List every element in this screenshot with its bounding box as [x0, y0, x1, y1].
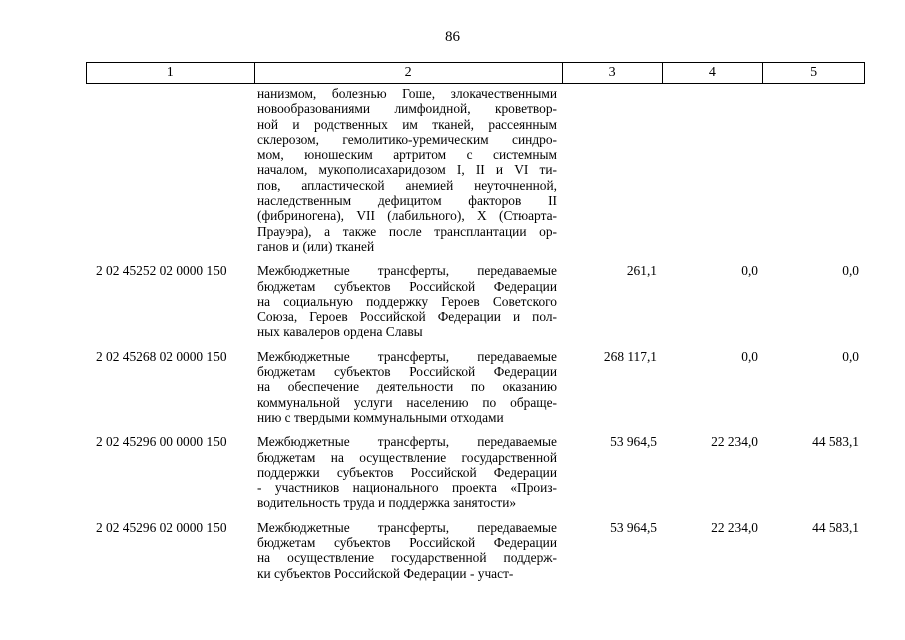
description-line: на осуществление государственной поддерж- — [257, 550, 557, 566]
description-line: - участников национального проекта «Произ- — [257, 480, 557, 496]
description-line: на социальную поддержку Героев Советского — [257, 293, 557, 309]
table-row — [86, 263, 865, 339]
amount-column-4: 22 234,0 — [711, 519, 758, 535]
description-line: нанизмом, болезнью Гоше, злокачественными — [257, 86, 557, 101]
table-body — [86, 86, 865, 581]
table-row — [86, 434, 865, 510]
description-line: ки субъектов Российской Федерации - участ- — [257, 565, 514, 581]
description-line: началом, мукополисахаридозом I, II и VI ти- — [257, 162, 557, 178]
description-line: нию с твердыми коммунальными отходами — [257, 409, 504, 425]
description-line: коммунальной услуги населению по обраще- — [257, 394, 557, 410]
amount-column-3: 261,1 — [626, 263, 657, 279]
table-row — [86, 86, 865, 254]
description-line: Межбюджетные трансферты, передаваемые — [257, 263, 557, 279]
table-row — [86, 349, 865, 425]
description-line: склерозом, гемолитико-уремическим синдро- — [257, 131, 557, 147]
description — [254, 263, 563, 339]
amount-column-3: 268 117,1 — [603, 348, 657, 364]
amount-column-3: 53 964,5 — [610, 434, 657, 450]
amount-column-4: 0,0 — [741, 348, 758, 364]
description-line: Межбюджетные трансферты, передаваемые — [257, 434, 557, 450]
description-line: пов, апластической анемией неуточненной, — [257, 177, 557, 193]
description-line: новообразованиями лимфоидной, кроветвор- — [257, 101, 557, 117]
budget-code: 2 02 45252 02 0000 150 — [96, 263, 227, 279]
table-header — [86, 62, 865, 84]
amount-column-5: 0,0 — [842, 348, 859, 364]
description-line: водительность труда и поддержка занятости» — [257, 495, 517, 511]
column-header-4: 4 — [663, 63, 764, 83]
budget-code: 2 02 45268 02 0000 150 — [96, 348, 227, 364]
budget-code: 2 02 45296 00 0000 150 — [96, 434, 227, 450]
description-line: поддержки субъектов Российской Федерации — [257, 464, 557, 480]
description-line: на обеспечение деятельности по оказанию — [257, 379, 557, 395]
amount-column-5: 44 583,1 — [812, 519, 859, 535]
column-header-3: 3 — [563, 63, 663, 83]
amount-column-4: 22 234,0 — [711, 434, 758, 450]
description-line: наследственным дефицитом факторов II — [257, 193, 557, 209]
description-line: (фибриногена), VII (лабильного), X (Стюарта- — [257, 208, 557, 224]
description — [254, 86, 563, 254]
description-line: ганов и (или) тканей — [257, 238, 375, 254]
amount-column-3: 53 964,5 — [610, 519, 657, 535]
description-line: Прауэра), а также после трансплантации ор- — [257, 223, 557, 239]
description-line: бюджетам субъектов Российской Федерации — [257, 364, 557, 380]
column-header-2: 2 — [255, 63, 563, 83]
description-line: бюджетам субъектов Российской Федерации — [257, 278, 557, 294]
description-line: Союза, Героев Российской Федерации и пол- — [257, 309, 557, 325]
description — [254, 520, 563, 581]
description-line: бюджетам субъектов Российской Федерации — [257, 535, 557, 551]
description-line: ной и родственных им тканей, рассеянным — [257, 116, 557, 132]
description — [254, 349, 563, 425]
page-number: 86 — [445, 29, 460, 45]
description-line: Межбюджетные трансферты, передаваемые — [257, 519, 557, 535]
amount-column-5: 0,0 — [842, 263, 859, 279]
description-line: мом, юношеским артритом с системным — [257, 147, 557, 163]
description-line: ных кавалеров ордена Славы — [257, 324, 423, 340]
table-row — [86, 520, 865, 581]
amount-column-4: 0,0 — [741, 263, 758, 279]
description — [254, 434, 563, 510]
description-line: бюджетам на осуществление государственной — [257, 449, 557, 465]
amount-column-5: 44 583,1 — [812, 434, 859, 450]
column-header-5: 5 — [810, 65, 818, 80]
budget-code: 2 02 45296 02 0000 150 — [96, 519, 227, 535]
description-line: Межбюджетные трансферты, передаваемые — [257, 348, 557, 364]
column-header-1: 1 — [87, 63, 255, 83]
